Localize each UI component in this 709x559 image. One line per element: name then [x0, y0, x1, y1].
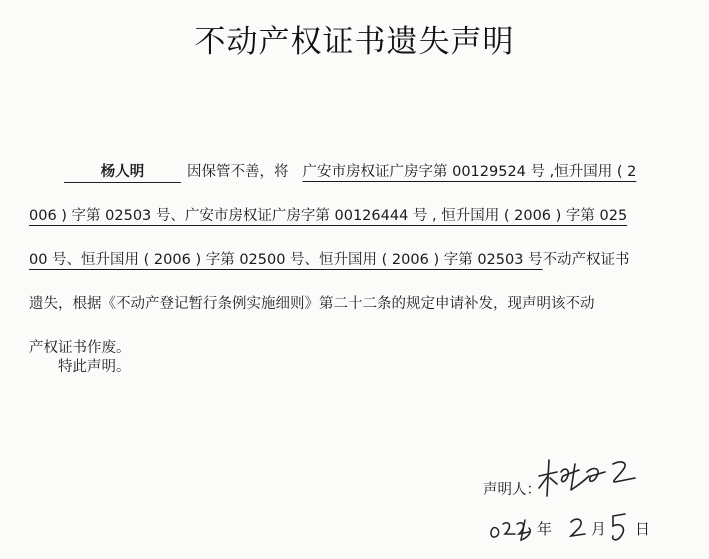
statement-line-1 — [29, 150, 689, 194]
statement-text: 不动产权证书 — [542, 252, 630, 268]
certificate-list: 广安市房权证广房字第 00129524 号 ,恒升国用 ( 2 — [302, 164, 637, 180]
statement-text: 因保管不善，将 — [187, 164, 289, 180]
statement-text: 产权证书作废。 — [29, 340, 131, 356]
handwritten-signature — [535, 452, 645, 498]
declarant-label: 声明人： — [483, 482, 541, 498]
statement-line-3 — [29, 238, 689, 282]
statement-line-4 — [29, 282, 689, 326]
date-month-char: 月 — [591, 520, 607, 538]
handwritten-year — [487, 510, 537, 546]
handwritten-month — [567, 512, 589, 544]
statement-line-2 — [29, 194, 689, 238]
handwritten-date — [487, 510, 667, 550]
statement-text: 遗失，根据《不动产登记暂行条例实施细则》第二十二条的规定申请补发，现声明该不动 — [29, 296, 595, 312]
closing-text: 特此声明。 — [58, 359, 131, 375]
certificate-list: 006 ) 字第 02503 号、广安市房权证广房字第 00126444 号 , 恒升国用 ( 2006 ) 字第 025 — [29, 208, 628, 224]
page-title: 不动产权证书遗失声明 — [194, 24, 515, 60]
declarant-name: 杨人明 — [64, 162, 181, 183]
date-day-char: 日 — [635, 520, 651, 538]
date-year-char: 年 — [537, 520, 553, 538]
certificate-list: 00 号、恒升国用 ( 2006 ) 字第 02500 号、恒升国用 ( 2006 ) 字第 02503 号 — [29, 252, 543, 268]
statement-body — [29, 150, 689, 370]
handwritten-day — [607, 510, 631, 544]
